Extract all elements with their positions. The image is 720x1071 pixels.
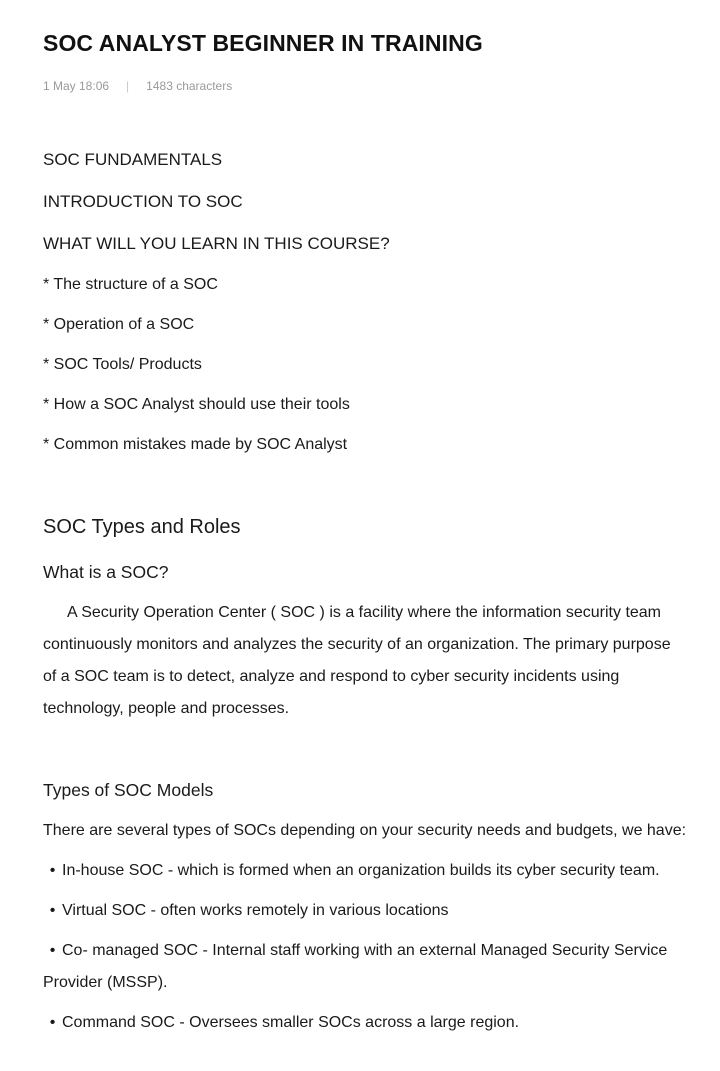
heading-what-is-soc[interactable]: What is a SOC?: [43, 562, 169, 582]
note-title[interactable]: SOC ANALYST BEGINNER IN TRAINING: [43, 30, 483, 56]
heading-soc-types-roles[interactable]: SOC Types and Roles: [43, 516, 241, 538]
character-count: 1483 characters: [146, 79, 233, 93]
note-meta: [43, 79, 232, 93]
soc-definition-paragraph[interactable]: A Security Operation Center ( SOC ) is a facility where the information security team continuously monitors and analyzes the security of an organization. The primary purpose of a SOC team is to detect, analyze and respond to cyber security incidents using technology, people and processes.: [43, 604, 671, 717]
note-date: 1 May 18:06: [43, 79, 110, 93]
line-soc-fundamentals[interactable]: SOC FUNDAMENTALS: [43, 150, 223, 169]
line-introduction[interactable]: INTRODUCTION TO SOC: [43, 192, 243, 211]
model-bullet-item[interactable]: [43, 895, 683, 927]
bullet-dot: •: [49, 942, 56, 959]
bullet-dot: •: [49, 1014, 56, 1031]
model-text: Command SOC - Oversees smaller SOCs across a large region.: [62, 1014, 520, 1031]
bullet-dot: •: [49, 902, 56, 919]
learn-item[interactable]: * The structure of a SOC: [43, 276, 218, 293]
learn-item[interactable]: * How a SOC Analyst should use their tools: [43, 396, 350, 413]
learn-item[interactable]: * Common mistakes made by SOC Analyst: [43, 436, 348, 453]
model-text: Co- managed SOC - Internal staff working with an external Managed Security Service Provider (MSSP).: [43, 942, 668, 991]
model-bullet-item[interactable]: [43, 855, 683, 887]
model-text: In-house SOC - which is formed when an organization builds its cyber security team.: [62, 862, 660, 879]
learn-item[interactable]: * SOC Tools/ Products: [43, 356, 202, 373]
line-learn-heading[interactable]: WHAT WILL YOU LEARN IN THIS COURSE?: [43, 234, 390, 253]
model-bullet-item[interactable]: [43, 1007, 683, 1039]
heading-soc-models[interactable]: Types of SOC Models: [43, 780, 214, 800]
model-bullet-item[interactable]: [43, 935, 683, 999]
bullet-dot: •: [49, 862, 56, 879]
models-intro[interactable]: There are several types of SOCs depending on your security needs and budgets, we have:: [43, 822, 687, 839]
meta-separator: |: [126, 79, 130, 93]
model-text: Virtual SOC - often works remotely in various locations: [62, 902, 449, 919]
learn-item[interactable]: * Operation of a SOC: [43, 316, 195, 333]
